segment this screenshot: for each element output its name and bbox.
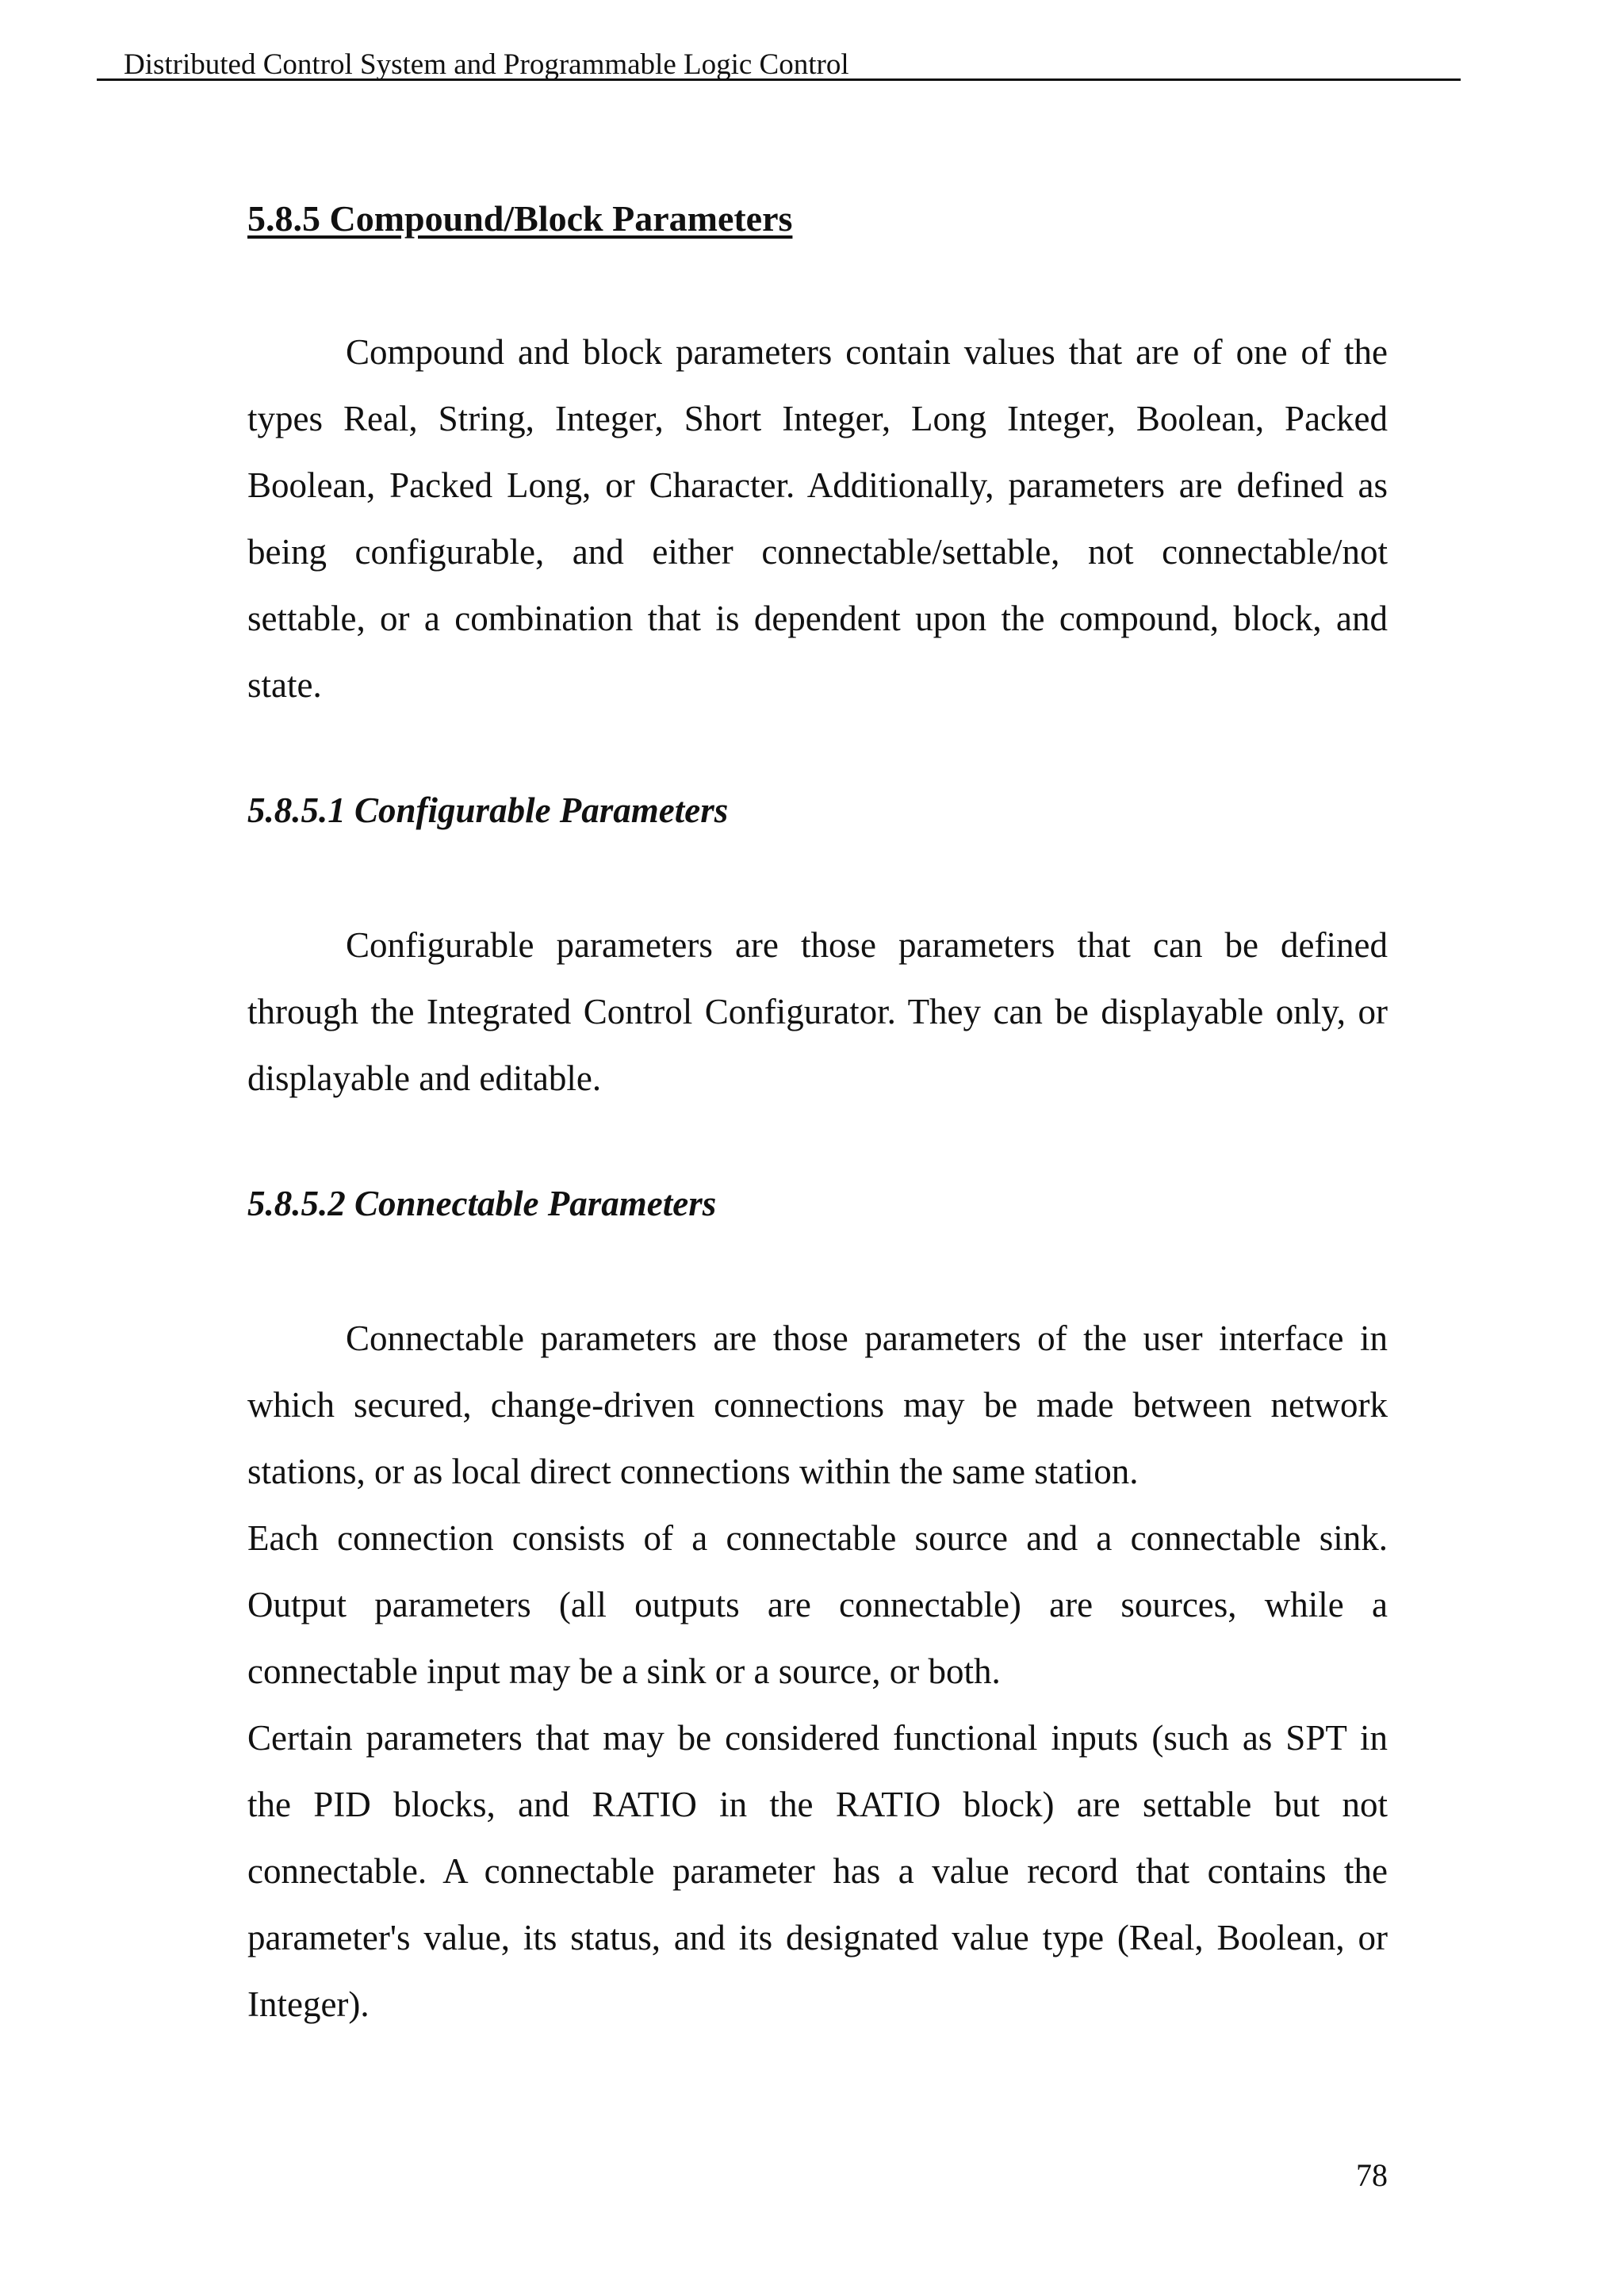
- configurable-paragraph: Configurable parameters are those parameters that can be defined through the Integrated Control Configurator. They can be displayable only, or displayable and editable.: [247, 925, 1388, 1098]
- page-body: [247, 197, 1388, 2038]
- page-number: 78: [1356, 2157, 1388, 2193]
- running-header: [97, 46, 1461, 81]
- subsection-title-connectable: 5.8.5.2 Connectable Parameters: [247, 1184, 717, 1223]
- running-header-title: Distributed Control System and Programmable Logic Control: [124, 48, 849, 81]
- subsection-title-configurable: 5.8.5.1 Configurable Parameters: [247, 790, 729, 830]
- connectable-paragraph-3: Certain parameters that may be considered functional inputs (such as SPT in the PID blocks, and RATIO in the RATIO block) are settable but not connectable. A connectable parameter has a value record that contains the parameter's value, its status, and its designated value type (Real, Boolean, or Integer).: [247, 1718, 1388, 2024]
- connectable-paragraph-1: Connectable parameters are those parameters of the user interface in which secured, change-driven connections may be made between network stations, or as local direct connections within the same station.: [247, 1318, 1388, 1491]
- section-title: 5.8.5 Compound/Block Parameters: [247, 198, 793, 239]
- section-intro-paragraph: Compound and block parameters contain values that are of one of the types Real, String, Integer, Short Integer, Long Integer, Boolean, Packed Boolean, Packed Long, or Character. Additionally, parameters are defined as being configurable, and either connectable/settable, not connectable/not settable, or a combination that is dependent upon the compound, block, and state.: [247, 332, 1388, 705]
- connectable-paragraph-2: Each connection consists of a connectable source and a connectable sink. Output parameters (all outputs are connectable) are sources, while a connectable input may be a sink or a source, or both.: [247, 1518, 1388, 1691]
